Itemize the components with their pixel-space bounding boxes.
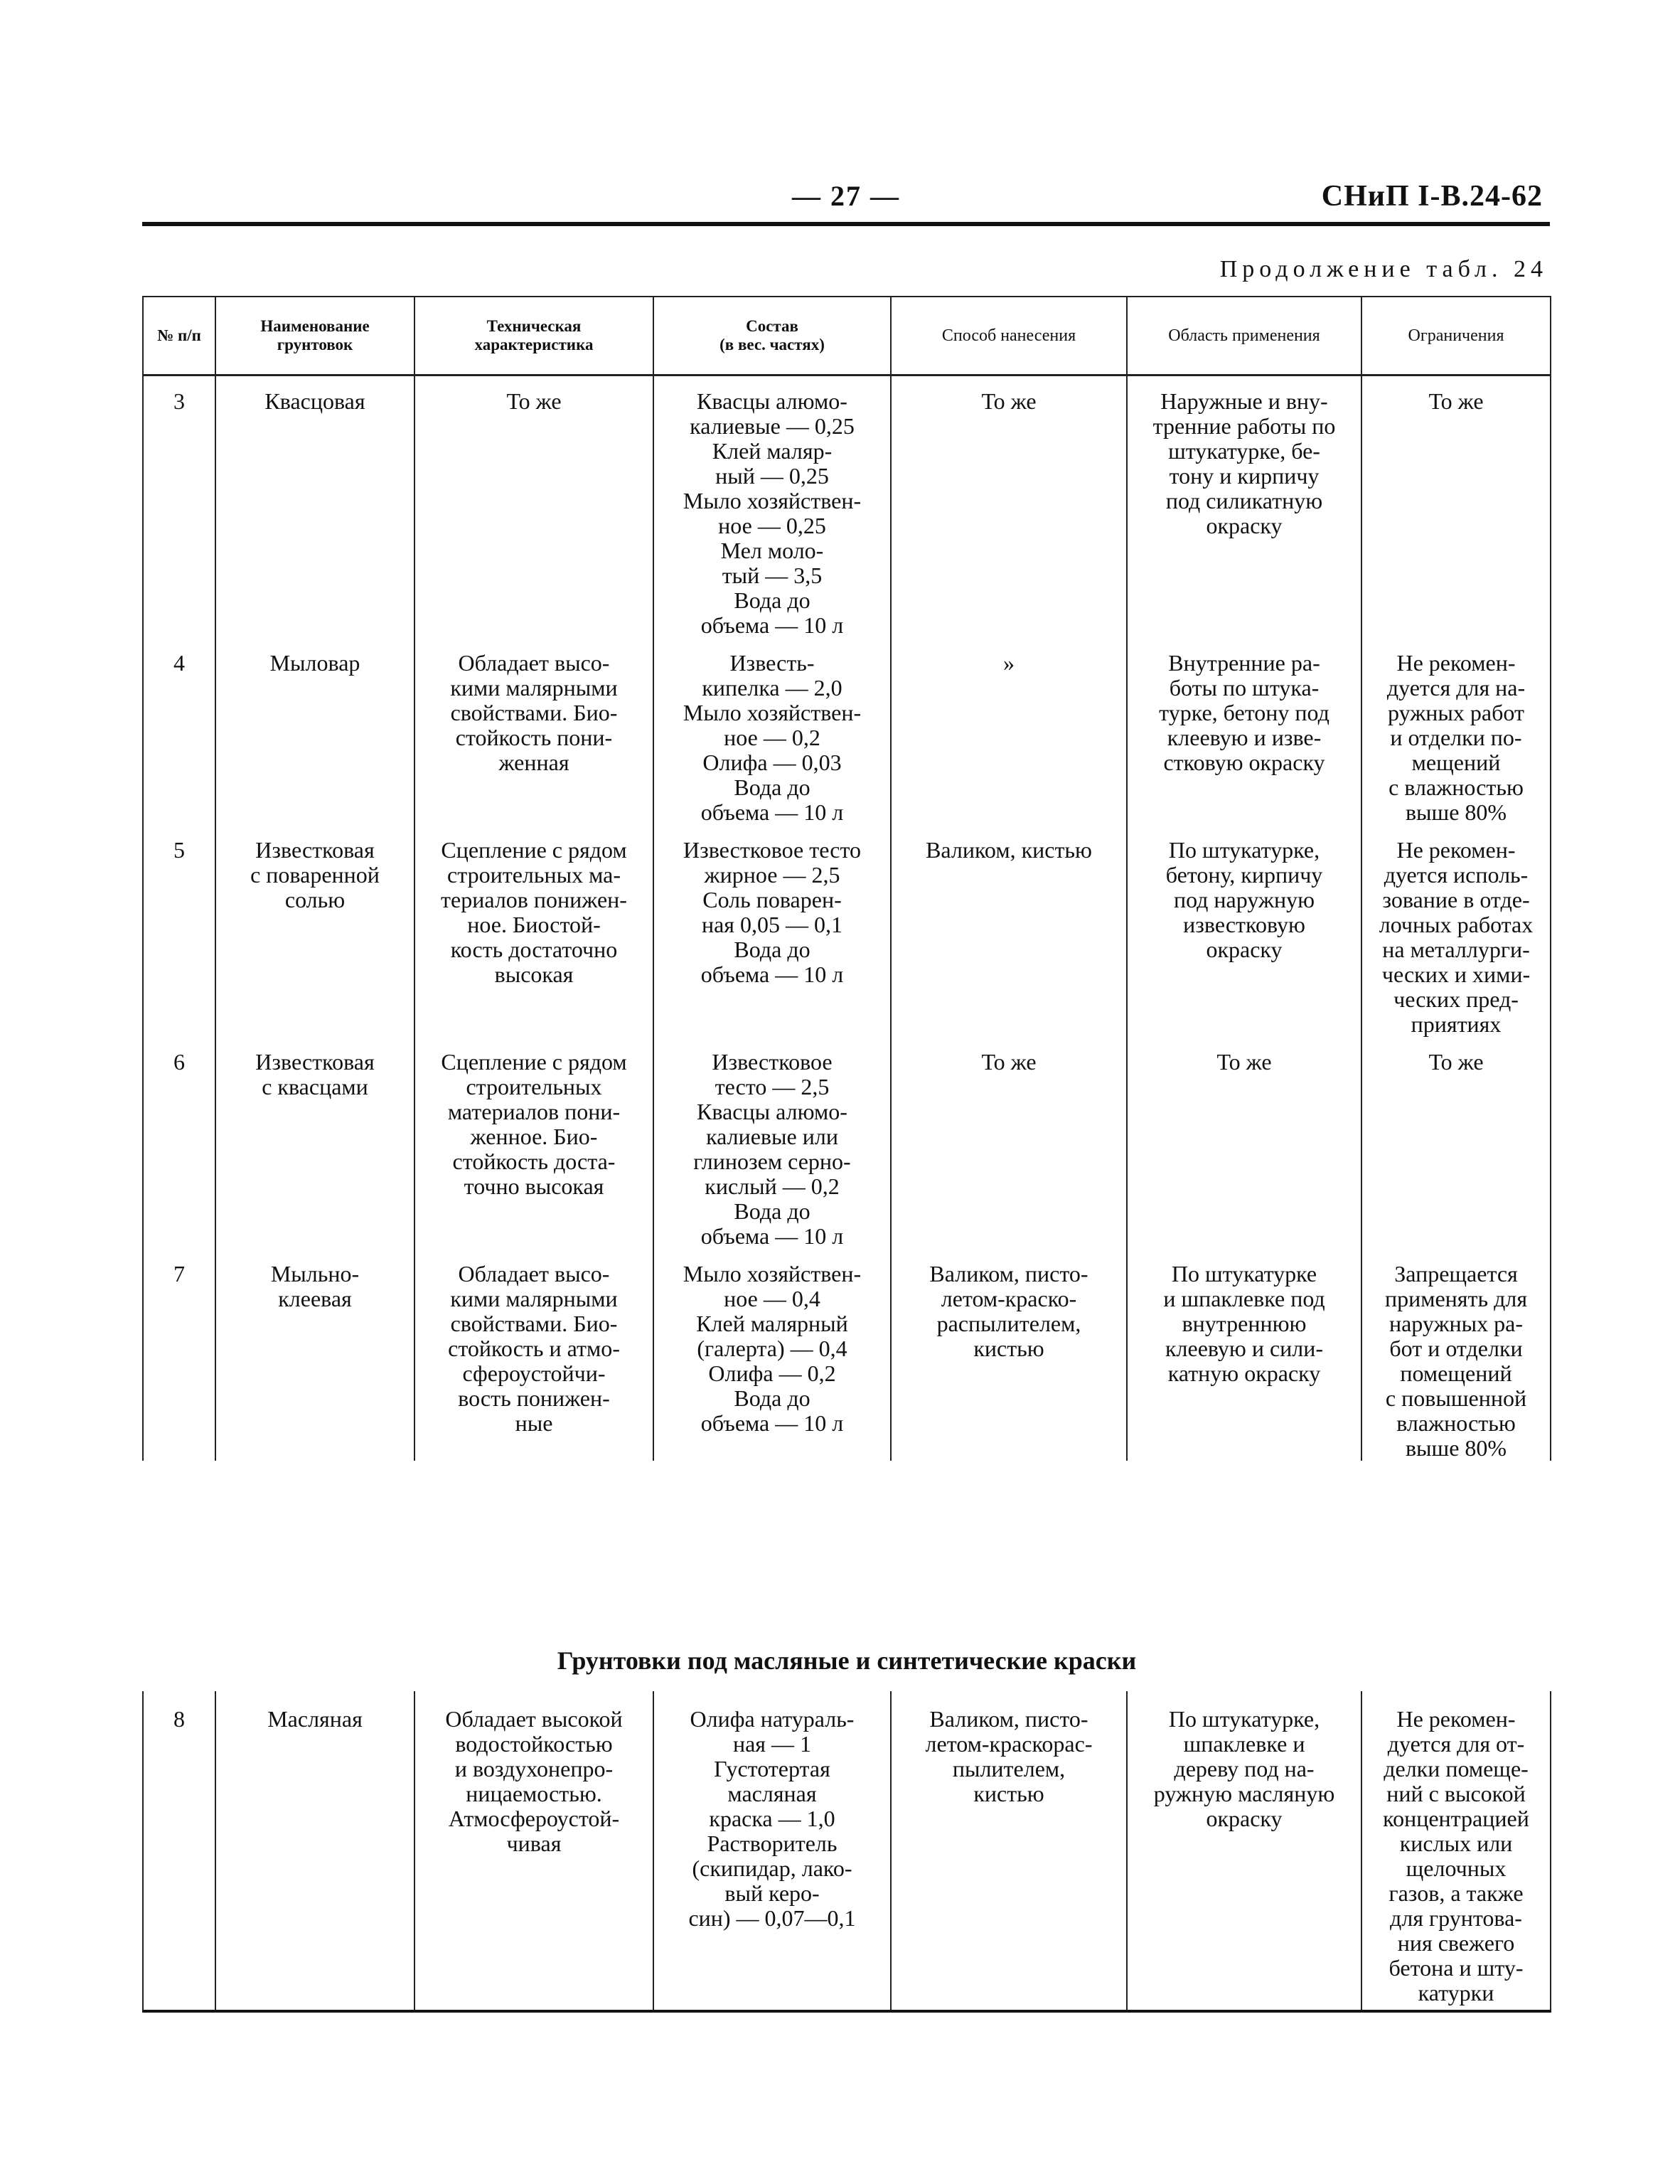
header-column-area xyxy=(1127,297,1361,375)
cell-text-line: женное. Био- xyxy=(470,1124,598,1149)
cell-tech xyxy=(414,1691,653,2011)
cell-text-line: окраску xyxy=(1206,513,1283,538)
cell-number: 5 xyxy=(143,825,215,1037)
header-column-composition xyxy=(653,297,891,375)
cell-text-line: По штукатурке xyxy=(1171,1261,1317,1287)
cell-text-line: Мыло хозяйствен- xyxy=(683,1261,862,1287)
cell-text-line: строительных ма- xyxy=(447,862,621,888)
cell-text-line: катную окраску xyxy=(1167,1360,1321,1386)
cell-text-line: объема — 10 л xyxy=(700,612,844,638)
cell-limits xyxy=(1361,1037,1551,1249)
table-continuation-label: Продолжение табл. 24 xyxy=(1219,256,1548,282)
cell-text-line: Известковое тесто xyxy=(683,837,861,863)
cell-text-line: дуется для на- xyxy=(1386,675,1526,701)
cell-number: 6 xyxy=(143,1037,215,1249)
header-label: Наименование xyxy=(260,317,370,335)
cell-text-line: материалов пони- xyxy=(447,1099,621,1124)
cell-text-line: Не рекомен- xyxy=(1396,1706,1516,1732)
cell-text-line: с влажностью xyxy=(1389,774,1524,800)
cell-text-line: строительных xyxy=(466,1074,602,1099)
cell-text-line: То же xyxy=(981,1049,1037,1075)
cell-composition xyxy=(653,825,891,1037)
primer-table xyxy=(142,296,1551,2013)
cell-text-line: вый керо- xyxy=(724,1880,820,1906)
cell-method xyxy=(891,375,1127,639)
cell-text-line: клеевую и сили- xyxy=(1165,1336,1324,1361)
cell-text-line: ружных работ xyxy=(1388,700,1524,725)
cell-text-line: клеевая xyxy=(278,1286,352,1311)
cell-limits xyxy=(1361,375,1551,639)
cell-text-line: и шпаклевке под xyxy=(1163,1286,1325,1311)
cell-text-line: влажностью xyxy=(1396,1410,1516,1436)
cell-text-line: кислый — 0,2 xyxy=(705,1173,840,1199)
cell-text-line: турке, бетону под xyxy=(1159,700,1329,725)
cell-text-line: Густотертая xyxy=(714,1756,830,1781)
cell-tech xyxy=(414,375,653,639)
cell-tech xyxy=(414,638,653,825)
cell-text-line: объема — 10 л xyxy=(700,1410,844,1436)
cell-text-line: тону и кирпичу xyxy=(1169,463,1320,489)
cell-text-line: ческих и хими- xyxy=(1381,962,1531,987)
cell-number: 4 xyxy=(143,638,215,825)
cell-text-line: солью xyxy=(284,887,346,912)
cell-text-line: бетона и шту- xyxy=(1389,1955,1524,1981)
cell-text-line: кость достаточно xyxy=(450,937,618,962)
cell-text-line: Квасцы алюмо- xyxy=(697,388,847,414)
cell-text-line: газов, а также xyxy=(1389,1880,1524,1906)
cell-area xyxy=(1127,375,1361,639)
cell-text-line: мещений xyxy=(1411,750,1501,775)
cell-text-line: Известь- xyxy=(729,650,815,676)
cell-text-line: чивая xyxy=(506,1831,562,1856)
header-column-number xyxy=(143,297,215,375)
cell-text-line: делки помеще- xyxy=(1384,1756,1529,1781)
cell-text-line: (галерта) — 0,4 xyxy=(697,1336,847,1361)
cell-text-line: Валиком, кистью xyxy=(926,837,1092,863)
cell-text-line: с поваренной xyxy=(250,862,380,888)
cell-text-line: стковую окраску xyxy=(1163,750,1325,775)
cell-composition xyxy=(653,1691,891,2011)
cell-text-line: глинозем серно- xyxy=(693,1149,851,1174)
cell-text-line: известковую xyxy=(1183,912,1305,937)
cell-text-line: Сцепление с рядом xyxy=(441,1049,627,1075)
page-header xyxy=(142,179,1550,222)
cell-text-line: ное — 0,2 xyxy=(724,725,820,750)
cell-composition xyxy=(653,1037,891,1249)
cell-name xyxy=(215,638,414,825)
cell-text-line: Вода до xyxy=(734,1385,810,1411)
table-row xyxy=(143,638,1551,825)
cell-text-line: Клей малярный xyxy=(696,1311,848,1336)
cell-text-line: клеевую и изве- xyxy=(1167,725,1322,750)
cell-text-line: ческих пред- xyxy=(1393,986,1519,1012)
cell-method xyxy=(891,825,1127,1037)
cell-text-line: катурки xyxy=(1418,1980,1494,2005)
header-label: характеристика xyxy=(474,336,594,353)
cell-text-line: ные xyxy=(515,1410,553,1436)
cell-text-line: вость понижен- xyxy=(458,1385,610,1411)
cell-text-line: наружных ра- xyxy=(1389,1311,1524,1336)
header-label: Состав xyxy=(746,317,798,335)
cell-text-line: Мыловар xyxy=(269,650,360,676)
cell-text-line: тый — 3,5 xyxy=(722,563,823,588)
header-column-tech xyxy=(414,297,653,375)
header-column-name xyxy=(215,297,414,375)
cell-text-line: применять для xyxy=(1384,1286,1528,1311)
table-body xyxy=(143,375,1551,2012)
cell-text-line: Известковая xyxy=(255,1049,375,1075)
table-row xyxy=(143,1691,1551,2011)
cell-text-line: Вода до xyxy=(734,1198,810,1224)
cell-text-line: Олифа — 0,03 xyxy=(702,750,842,775)
cell-text-line: на металлурги- xyxy=(1382,937,1530,962)
header-column-limits xyxy=(1361,297,1551,375)
cell-text-line: объема — 10 л xyxy=(700,962,844,987)
cell-text-line: Квасцы алюмо- xyxy=(697,1099,847,1124)
cell-text-line: лочных работах xyxy=(1379,912,1534,937)
cell-text-line: высокая xyxy=(494,962,574,987)
cell-area xyxy=(1127,1249,1361,1461)
cell-method xyxy=(891,1037,1127,1249)
cell-text-line: Обладает высо- xyxy=(458,650,610,676)
cell-text-line: и воздухонепро- xyxy=(454,1756,614,1781)
header-label: Способ нанесения xyxy=(941,326,1076,345)
cell-text-line: Мыло хозяйствен- xyxy=(683,488,862,513)
cell-area xyxy=(1127,1037,1361,1249)
header-label: грунтовок xyxy=(277,336,353,353)
cell-text-line: свойствами. Био- xyxy=(450,1311,618,1336)
cell-text-line: Вода до xyxy=(734,587,810,613)
table-row xyxy=(143,825,1551,1037)
cell-text-line: Клей маляр- xyxy=(712,438,833,464)
cell-text-line: окраску xyxy=(1206,1806,1283,1831)
cell-text-line: То же xyxy=(1428,1049,1484,1075)
cell-text-line: концентрацией xyxy=(1383,1806,1529,1831)
cell-text-line: Известковая xyxy=(255,837,375,863)
cell-text-line: ный — 0,25 xyxy=(715,463,829,489)
cell-text-line: приятиях xyxy=(1411,1011,1502,1037)
cell-text-line: Вода до xyxy=(734,937,810,962)
cell-text-line: окраску xyxy=(1206,937,1283,962)
cell-text-line: распылителем, xyxy=(936,1311,1081,1336)
cell-limits xyxy=(1361,638,1551,825)
cell-method xyxy=(891,1249,1127,1461)
cell-name xyxy=(215,825,414,1037)
cell-text-line: внутреннюю xyxy=(1182,1311,1307,1336)
header-label: Область применения xyxy=(1168,326,1320,345)
cell-text-line: Валиком, писто- xyxy=(929,1706,1088,1732)
cell-text-line: стойкость и атмо- xyxy=(448,1336,620,1361)
cell-text-line: дуется исполь- xyxy=(1384,862,1529,888)
cell-text-line: кими малярными xyxy=(450,1286,618,1311)
cell-text-line: териалов понижен- xyxy=(441,887,627,912)
cell-text-line: Валиком, писто- xyxy=(929,1261,1088,1287)
cell-text-line: Олифа натураль- xyxy=(690,1706,855,1732)
cell-text-line: тесто — 2,5 xyxy=(715,1074,830,1099)
cell-text-line: калиевые или xyxy=(706,1124,838,1149)
cell-text-line: зование в отде- xyxy=(1382,887,1530,912)
cell-limits xyxy=(1361,1249,1551,1461)
cell-area xyxy=(1127,1691,1361,2011)
cell-text-line: кислых или xyxy=(1399,1831,1513,1856)
cell-text-line: Растворитель xyxy=(707,1831,838,1856)
cell-text-line: свойствами. Био- xyxy=(450,700,618,725)
table-row xyxy=(143,375,1551,639)
cell-text-line: То же xyxy=(1216,1049,1272,1075)
cell-text-line: Соль поварен- xyxy=(702,887,842,912)
cell-text-line: дереву под на- xyxy=(1174,1756,1315,1781)
cell-text-line: для грунтова- xyxy=(1390,1905,1522,1931)
cell-number: 7 xyxy=(143,1249,215,1461)
cell-text-line: калиевые — 0,25 xyxy=(690,413,855,439)
cell-number: 3 xyxy=(143,375,215,639)
cell-text-line: По штукатурке, xyxy=(1168,1706,1320,1732)
cell-text-line: То же xyxy=(1428,388,1484,414)
cell-composition xyxy=(653,1249,891,1461)
cell-method xyxy=(891,1691,1127,2011)
cell-text-line: шпаклевке и xyxy=(1183,1731,1305,1757)
cell-text-line: ружную масляную xyxy=(1153,1781,1335,1806)
cell-text-line: боты по штука- xyxy=(1169,675,1320,701)
cell-text-line: кими малярными xyxy=(450,675,618,701)
cell-text-line: » xyxy=(1003,650,1015,676)
cell-text-line: Обладает высокой xyxy=(445,1706,623,1732)
cell-text-line: По штукатурке, xyxy=(1168,837,1320,863)
cell-text-line: стойкость пони- xyxy=(455,725,613,750)
cell-text-line: Вода до xyxy=(734,774,810,800)
cell-text-line: ное — 0,4 xyxy=(724,1286,820,1311)
cell-limits xyxy=(1361,1691,1551,2011)
table-row xyxy=(143,1249,1551,1461)
cell-number: 8 xyxy=(143,1691,215,2011)
cell-text-line: сфероустойчи- xyxy=(462,1360,606,1386)
cell-text-line: Обладает высо- xyxy=(458,1261,610,1287)
cell-text-line: под наружную xyxy=(1173,887,1315,912)
cell-text-line: ное — 0,25 xyxy=(718,513,826,538)
cell-text-line: То же xyxy=(981,388,1037,414)
cell-text-line: женная xyxy=(498,750,569,775)
cell-text-line: Масляная xyxy=(267,1706,363,1732)
cell-text-line: объема — 10 л xyxy=(700,799,844,825)
cell-text-line: Мел моло- xyxy=(720,538,824,563)
cell-text-line: краска — 1,0 xyxy=(709,1806,835,1831)
cell-area xyxy=(1127,825,1361,1037)
cell-text-line: жирное — 2,5 xyxy=(704,862,840,888)
cell-composition xyxy=(653,375,891,639)
cell-text-line: Не рекомен- xyxy=(1396,837,1516,863)
cell-text-line: пылителем, xyxy=(952,1756,1066,1781)
cell-text-line: ний с высокой xyxy=(1386,1781,1526,1806)
header-label: Ограничения xyxy=(1408,326,1504,345)
cell-tech xyxy=(414,1249,653,1461)
cell-text-line: Запрещается xyxy=(1394,1261,1518,1287)
cell-text-line: дуется для от- xyxy=(1387,1731,1525,1757)
cell-text-line: Не рекомен- xyxy=(1396,650,1516,676)
header-column-method xyxy=(891,297,1127,375)
cell-text-line: с повышенной xyxy=(1385,1385,1527,1411)
cell-text-line: Атмосфероустой- xyxy=(448,1806,620,1831)
header-rule xyxy=(142,222,1550,226)
cell-text-line: и отделки по- xyxy=(1390,725,1522,750)
cell-text-line: (скипидар, лако- xyxy=(692,1855,852,1881)
cell-limits xyxy=(1361,825,1551,1037)
cell-text-line: точно высокая xyxy=(464,1173,604,1199)
cell-text-line: масляная xyxy=(727,1781,817,1806)
header-label: № п/п xyxy=(157,326,201,344)
cell-text-line: Сцепление с рядом xyxy=(441,837,627,863)
cell-name xyxy=(215,375,414,639)
cell-text-line: кипелка — 2,0 xyxy=(702,675,842,701)
section-title: Грунтовки под масляные и синтетические краски xyxy=(557,1646,1137,1675)
cell-method xyxy=(891,638,1127,825)
cell-text-line: бот и отделки xyxy=(1389,1336,1523,1361)
cell-text-line: под силикатную xyxy=(1165,488,1323,513)
cell-text-line: Известковое xyxy=(712,1049,833,1075)
cell-text-line: штукатурке, бе- xyxy=(1168,438,1320,464)
header-label: (в вес. частях) xyxy=(719,336,825,353)
cell-name xyxy=(215,1249,414,1461)
document-code: СНиП І-В.24-62 xyxy=(1321,180,1543,213)
cell-text-line: ницаемостью. xyxy=(466,1781,602,1806)
cell-text-line: щелочных xyxy=(1406,1855,1507,1881)
cell-text-line: ния свежего xyxy=(1397,1930,1515,1956)
cell-text-line: ная 0,05 — 0,1 xyxy=(701,912,843,937)
cell-text-line: летом-краско- xyxy=(941,1286,1077,1311)
cell-text-line: То же xyxy=(506,388,562,414)
cell-text-line: помещений xyxy=(1400,1360,1512,1386)
cell-text-line: Мыльно- xyxy=(270,1261,360,1287)
cell-area xyxy=(1127,638,1361,825)
table-row xyxy=(143,1037,1551,1249)
cell-text-line: водостойкостью xyxy=(455,1731,613,1757)
cell-text-line: стойкость доста- xyxy=(452,1149,616,1174)
cell-text-line: ная — 1 xyxy=(732,1731,812,1757)
cell-text-line: тренние работы по xyxy=(1152,413,1336,439)
cell-text-line: син) — 0,07—0,1 xyxy=(688,1905,856,1931)
cell-text-line: Квасцовая xyxy=(264,388,365,414)
cell-text-line: объема — 10 л xyxy=(700,1223,844,1249)
cell-text-line: летом-краскорас- xyxy=(925,1731,1093,1757)
cell-text-line: кистью xyxy=(973,1336,1044,1361)
cell-text-line: Внутренние ра- xyxy=(1168,650,1320,676)
cell-text-line: кистью xyxy=(973,1781,1044,1806)
cell-name xyxy=(215,1691,414,2011)
cell-text-line: Наружные и вну- xyxy=(1160,388,1328,414)
section-row xyxy=(143,1461,1551,1691)
table-header xyxy=(143,297,1551,375)
section-cell xyxy=(143,1461,1551,1691)
header-label: Техническая xyxy=(486,317,582,335)
cell-text-line: Мыло хозяйствен- xyxy=(683,700,862,725)
cell-text-line: ное. Биостой- xyxy=(467,912,601,937)
cell-text-line: выше 80% xyxy=(1405,799,1507,825)
cell-tech xyxy=(414,825,653,1037)
cell-text-line: с квасцами xyxy=(262,1074,368,1099)
cell-text-line: выше 80% xyxy=(1405,1435,1507,1461)
cell-composition xyxy=(653,638,891,825)
cell-tech xyxy=(414,1037,653,1249)
page-number: — 27 — xyxy=(792,180,900,212)
cell-name xyxy=(215,1037,414,1249)
cell-text-line: бетону, кирпичу xyxy=(1165,862,1323,888)
cell-text-line: Олифа — 0,2 xyxy=(708,1360,836,1386)
